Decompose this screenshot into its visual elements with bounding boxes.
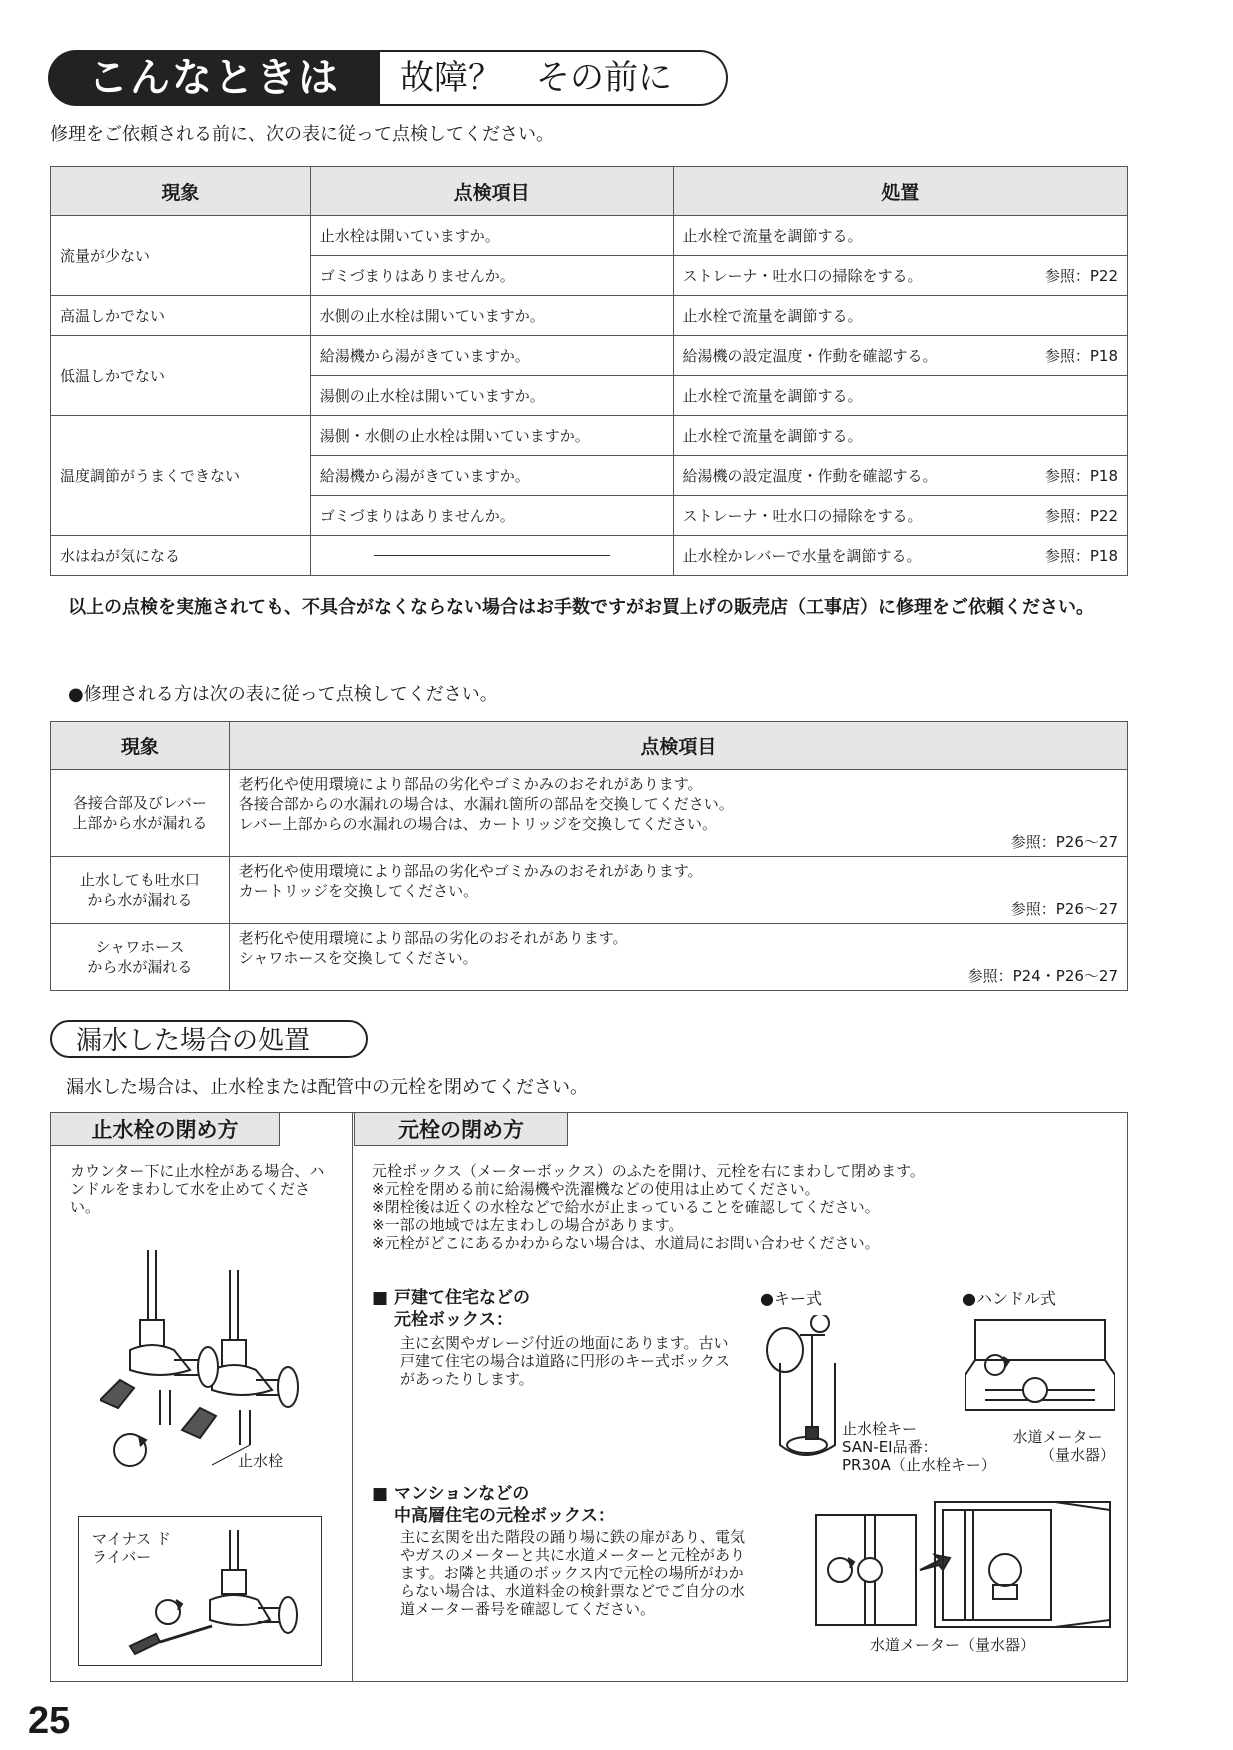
table-row <box>51 336 1128 376</box>
check-cell: 湯側の止水栓は開いていますか。 <box>310 376 673 416</box>
action-cell <box>673 296 1127 336</box>
main-valve-instructions <box>372 1162 1112 1252</box>
instruction-line: ※一部の地域では左まわしの場合があります。 <box>372 1216 684 1234</box>
table-header-row <box>51 167 1128 216</box>
check-line: カートリッジを交換してください。 <box>238 882 479 900</box>
reference-text: 参照：P18 <box>1044 547 1118 565</box>
table-row <box>51 536 1128 576</box>
key-box-illustration <box>760 1315 850 1465</box>
stopcock-illustration <box>100 1250 330 1480</box>
reference-text: 参照：P22 <box>1044 267 1118 285</box>
table-header-row <box>51 722 1128 770</box>
symptom-line: 止水しても吐水口 <box>79 871 200 889</box>
symptom-line: 上部から水が漏れる <box>72 814 208 832</box>
action-cell <box>673 536 1127 576</box>
intro-text: 修理をご依頼される前に、次の表に従って点検してください。 <box>50 124 554 145</box>
symptom-cell: 高温しかでない <box>51 296 311 336</box>
action-text: 止水栓で流量を調節する。 <box>682 387 863 405</box>
main-valve-tab: 元栓の閉め方 <box>354 1112 568 1146</box>
troubleshoot-table <box>50 166 1128 576</box>
heading-line: ■ マンションなどの <box>372 1484 530 1504</box>
action-cell <box>673 376 1127 416</box>
action-text: ストレーナ・吐水口の掃除をする。 <box>682 267 923 285</box>
key-label <box>842 1420 996 1474</box>
apartment-heading <box>372 1483 615 1527</box>
column-header: 現象 <box>51 167 311 216</box>
check-line: レバー上部からの水漏れの場合は、カートリッジを交換してください。 <box>238 815 718 833</box>
check-cell-empty <box>310 536 673 576</box>
action-text: 給湯機の設定温度・作動を確認する。 <box>682 467 938 485</box>
table-row <box>51 924 1128 991</box>
key-type-label: ●キー式 <box>760 1289 822 1308</box>
house-body: 主に玄関やガレージ付近の地面にあります。古い戸建て住宅の場合は道路に円形のキー式ボックスがあったりします。 <box>400 1334 730 1388</box>
apartment-box-illustration <box>815 1500 1115 1630</box>
repair-note: 以上の点検を実施されても、不具合がなくならない場合はお手数ですがお買上げの販売店（工事店）に修理をご依頼ください。 <box>68 597 1094 618</box>
action-cell <box>673 336 1127 376</box>
dash-line <box>374 555 610 556</box>
table-row <box>51 216 1128 256</box>
symptom-line: から水が漏れる <box>87 958 193 976</box>
action-cell <box>673 256 1127 296</box>
check-cell: ゴミづまりはありませんか。 <box>310 496 673 536</box>
page-header <box>48 50 726 106</box>
table-row <box>51 857 1128 924</box>
header-subtitle: 故障？ その前に <box>380 50 728 106</box>
repair-table <box>50 721 1128 991</box>
reference-text: 参照：P26〜27 <box>1010 833 1118 851</box>
action-text: 止水栓で流量を調節する。 <box>682 227 863 245</box>
check-cell: 止水栓は開いていますか。 <box>310 216 673 256</box>
instruction-line: 元栓ボックス（メーターボックス）のふたを開け、元栓を右にまわして閉めます。 <box>372 1162 925 1180</box>
check-line: 老朽化や使用環境により部品の劣化のおそれがあります。 <box>238 929 628 947</box>
header-title: こんなときは <box>48 50 380 106</box>
check-line: 老朽化や使用環境により部品の劣化やゴミかみのおそれがあります。 <box>238 862 703 880</box>
action-text: 給湯機の設定温度・作動を確認する。 <box>682 347 938 365</box>
check-line: 老朽化や使用環境により部品の劣化やゴミかみのおそれがあります。 <box>238 775 703 793</box>
apartment-body: 主に玄関を出た階段の踊り場に鉄の扉があり、電気やガスのメーターと共に水道メーターと元栓があります。お隣と共通のボックス内で元栓の場所がわからない場合は、水道料金の検針票などでご自分の水道メーター番号を確認してください。 <box>400 1528 746 1618</box>
action-cell <box>673 456 1127 496</box>
driver-label: マイナス ドライバー <box>92 1530 171 1566</box>
heading-line: 元栓ボックス： <box>394 1310 513 1330</box>
instruction-line: ※元栓を閉める前に給湯機や洗濯機などの使用は止めてください。 <box>372 1180 820 1198</box>
handle-box-illustration <box>965 1315 1115 1415</box>
heading-line: 中高層住宅の元栓ボックス： <box>394 1506 615 1526</box>
symptom-cell: 水はねが気になる <box>51 536 311 576</box>
stopcock-tab: 止水栓の閉め方 <box>50 1112 280 1146</box>
instruction-line: ※元栓がどこにあるかわからない場合は、水道局にお問い合わせください。 <box>372 1234 880 1252</box>
driver-illustration <box>120 1530 310 1660</box>
table-row <box>51 416 1128 456</box>
action-text: 止水栓で流量を調節する。 <box>682 427 863 445</box>
meter-bottom-label: 水道メーター（量水器） <box>870 1636 1036 1654</box>
column-header: 処置 <box>673 167 1127 216</box>
check-line: シャワホースを交換してください。 <box>238 949 478 967</box>
symptom-cell: 低温しかでない <box>51 336 311 416</box>
check-cell <box>229 857 1127 924</box>
reference-text: 参照：P18 <box>1044 347 1118 365</box>
column-header: 現象 <box>51 722 230 770</box>
stopcock-label: 止水栓 <box>238 1452 284 1470</box>
stopcock-instructions: カウンター下に止水栓がある場合、ハンドルをまわして水を止めてください。 <box>70 1162 325 1216</box>
check-cell: 湯側・水側の止水栓は開いていますか。 <box>310 416 673 456</box>
heading-line: ■ 戸建て住宅などの <box>372 1288 530 1308</box>
check-line: 各接合部からの水漏れの場合は、水漏れ箇所の部品を交換してください。 <box>238 795 734 813</box>
box-divider <box>352 1112 353 1682</box>
key-label-line: PR30A（止水栓キー） <box>842 1456 996 1474</box>
meter-label-line: 水道メーター <box>1012 1428 1103 1446</box>
symptom-line: シャワホース <box>95 938 185 956</box>
reference-text: 参照：P26〜27 <box>1010 900 1118 918</box>
symptom-cell <box>51 924 230 991</box>
meter-label <box>1000 1428 1115 1464</box>
check-cell: 給湯機から湯がきていますか。 <box>310 456 673 496</box>
reference-text: 参照：P18 <box>1044 467 1118 485</box>
symptom-line: から水が漏れる <box>87 891 193 909</box>
action-cell <box>673 216 1127 256</box>
check-cell: 給湯機から湯がきていますか。 <box>310 336 673 376</box>
instruction-line: ※閉栓後は近くの水栓などで給水が止まっていることを確認してください。 <box>372 1198 880 1216</box>
column-header: 点検項目 <box>310 167 673 216</box>
leak-intro: 漏水した場合は、止水栓または配管中の元栓を閉めてください。 <box>66 1077 588 1098</box>
repairer-note: ●修理される方は次の表に従って点検してください。 <box>68 684 498 705</box>
house-heading <box>372 1287 530 1331</box>
action-cell <box>673 496 1127 536</box>
page-number: 25 <box>28 1700 71 1742</box>
symptom-line: 各接合部及びレバー <box>72 794 207 812</box>
symptom-cell: 温度調節がうまくできない <box>51 416 311 536</box>
action-text: 止水栓かレバーで水量を調節する。 <box>682 547 922 565</box>
leak-section-title: 漏水した場合の処置 <box>50 1020 368 1058</box>
reference-text: 参照：P22 <box>1044 507 1118 525</box>
reference-text: 参照：P24・P26〜27 <box>967 967 1118 985</box>
check-cell: 水側の止水栓は開いていますか。 <box>310 296 673 336</box>
check-cell <box>229 924 1127 991</box>
key-label-line: 止水栓キー <box>842 1420 918 1438</box>
meter-label-line: （量水器） <box>1040 1446 1116 1464</box>
handle-type-label: ●ハンドル式 <box>962 1289 1056 1308</box>
table-row <box>51 296 1128 336</box>
symptom-cell: 流量が少ない <box>51 216 311 296</box>
symptom-cell <box>51 857 230 924</box>
table-row <box>51 770 1128 857</box>
symptom-cell <box>51 770 230 857</box>
action-text: 止水栓で流量を調節する。 <box>682 307 863 325</box>
action-text: ストレーナ・吐水口の掃除をする。 <box>682 507 923 525</box>
key-label-line: SAN-EI品番： <box>842 1438 938 1456</box>
check-cell: ゴミづまりはありませんか。 <box>310 256 673 296</box>
column-header: 点検項目 <box>229 722 1127 770</box>
action-cell <box>673 416 1127 456</box>
check-cell <box>229 770 1127 857</box>
